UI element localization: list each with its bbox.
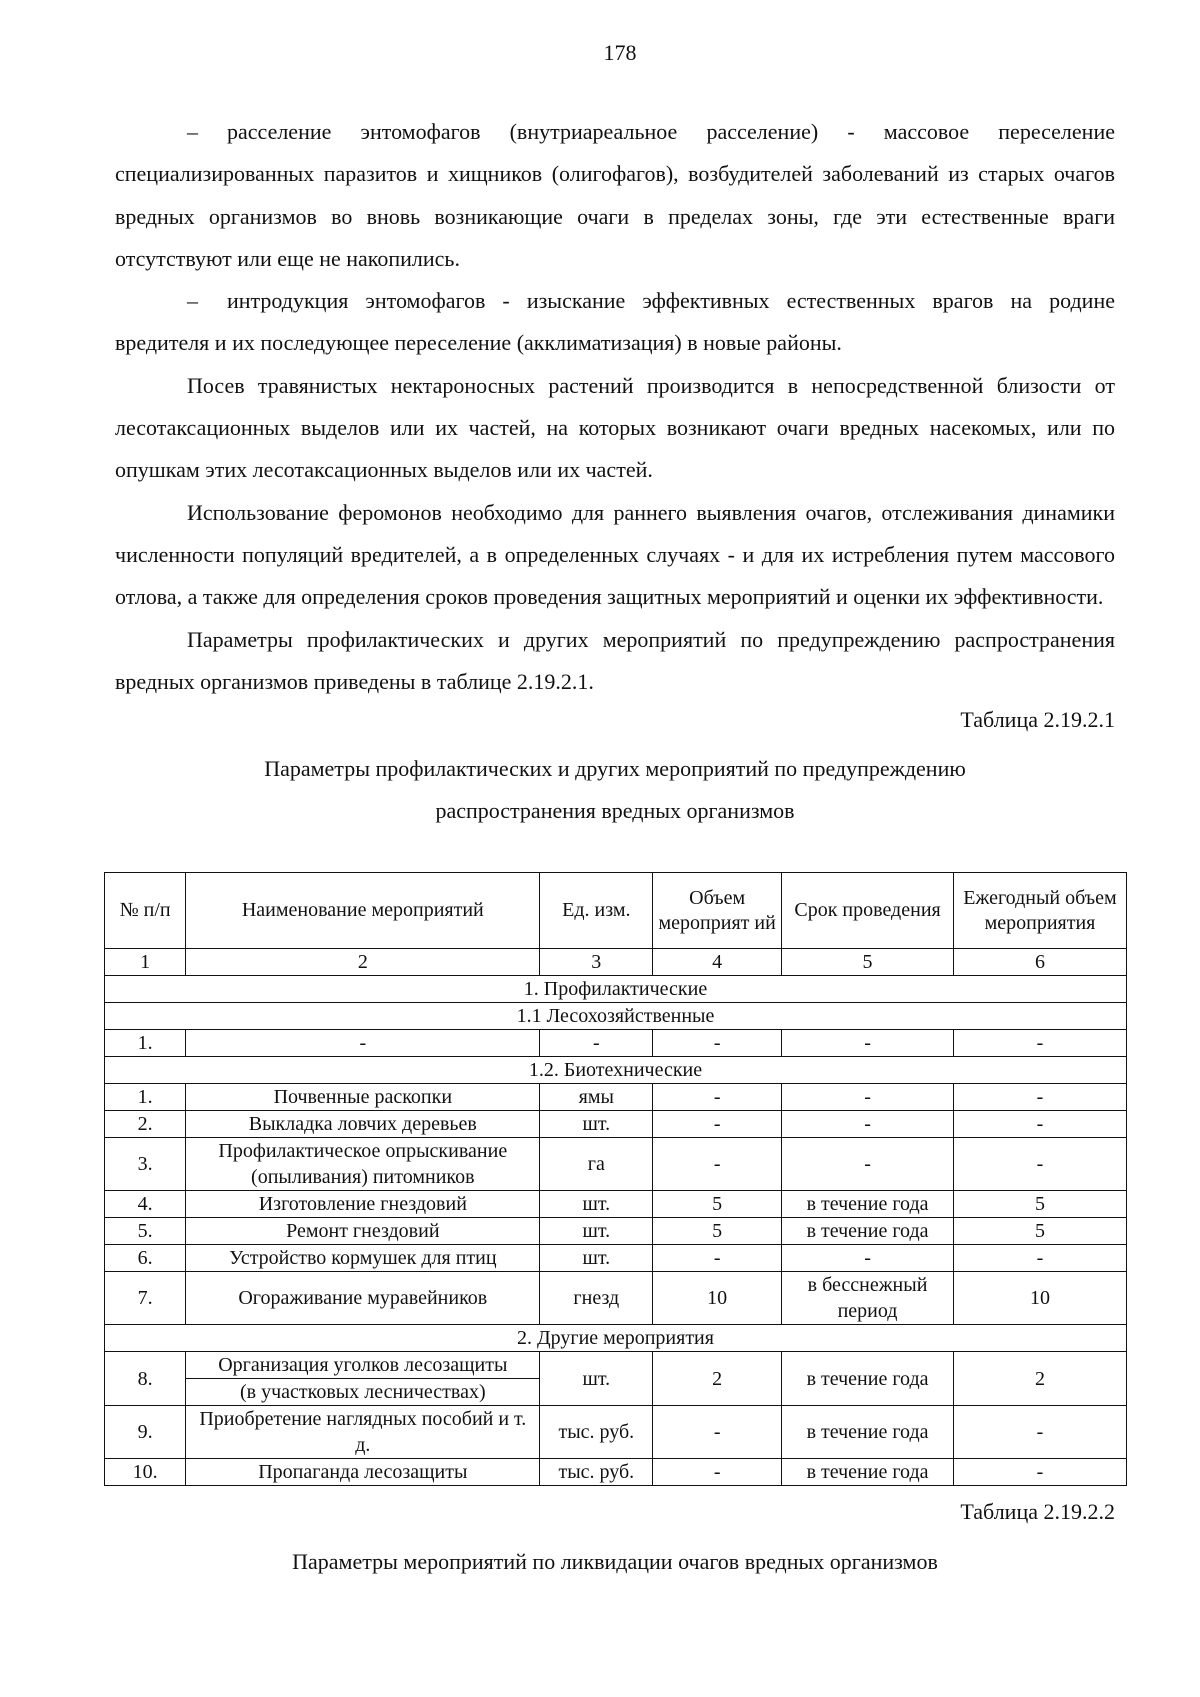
paragraph-dispersal	[115, 111, 1115, 280]
table-cell: 5	[653, 1191, 782, 1218]
table-row	[105, 1352, 1127, 1406]
table1-title-line2: распространения вредных организмов	[435, 798, 795, 823]
paragraph-text: расселение энтомофагов (внутриареальное расселение) - массовое переселение специализированных паразитов и хищников (олигофагов), возбудителей заболеваний из старых очагов вредных организмов во вновь возникающие очаги в пределах зоны, где эти естественные враги отсутствуют или еще не накопились.	[115, 119, 1115, 271]
table-cell: -	[653, 1245, 782, 1272]
table-cell: 4.	[105, 1191, 186, 1218]
table-cell: -	[953, 1030, 1126, 1057]
table-cell: -	[953, 1138, 1126, 1191]
table-cell: тыс. руб.	[540, 1459, 653, 1486]
table-cell: в течение года	[782, 1406, 954, 1459]
table-cell: -	[953, 1084, 1126, 1111]
table-cell: тыс. руб.	[540, 1406, 653, 1459]
table-cell: Почвенные раскопки	[186, 1084, 540, 1111]
table-cell: Устройство кормушек для птиц	[186, 1245, 540, 1272]
table-cell: 1	[105, 949, 186, 976]
table-cell: 10	[653, 1272, 782, 1325]
header-volume: Объем мероприят ий	[653, 873, 782, 949]
header-number: № п/п	[105, 873, 186, 949]
list-dash: –	[187, 288, 198, 314]
paragraph-table-reference: Параметры профилактических и других мероприятий по предупреждению распространения вредных организмов приведены в таблице 2.19.2.1.	[115, 626, 1115, 694]
table-cell: -	[782, 1111, 954, 1138]
table-header-row	[105, 873, 1127, 949]
row8-name-line2: (в участковых лесничествах)	[239, 1381, 486, 1403]
table-row	[105, 1138, 1127, 1191]
table-cell: -	[653, 1138, 782, 1191]
table2-label: Таблица 2.19.2.2	[960, 1499, 1115, 1524]
table-cell: 6	[953, 949, 1126, 976]
table-cell: -	[953, 1459, 1126, 1486]
list-dash: –	[187, 119, 198, 144]
table-cell: шт.	[540, 1352, 653, 1406]
table-cell: 7.	[105, 1272, 186, 1325]
table-cell: Пропаганда лесозащиты	[186, 1459, 540, 1486]
page-number: 178	[603, 40, 637, 65]
table-cell: в течение года	[782, 1218, 954, 1245]
table-cell: 5.	[105, 1218, 186, 1245]
table-cell: -	[653, 1406, 782, 1459]
table-cell: 4	[653, 949, 782, 976]
table-cell: 5	[953, 1191, 1126, 1218]
table-cell: 9.	[105, 1406, 186, 1459]
table-cell: -	[782, 1245, 954, 1272]
table-cell	[186, 1352, 540, 1406]
table-cell: шт.	[540, 1218, 653, 1245]
table-cell: -	[186, 1030, 540, 1057]
table-cell: -	[782, 1030, 954, 1057]
paragraph-pheromones: Использование феромонов необходимо для раннего выявления очагов, отслеживания динамики численности популяций вредителей, а в определенных случаях - и для их истребления путем массового отлова, а также для определения сроков проведения защитных мероприятий и оценки их эффективности.	[115, 499, 1115, 610]
table-cell: 2.	[105, 1111, 186, 1138]
table-cell: 3.	[105, 1138, 186, 1191]
paragraph-nectar-plants: Посев травянистых нектароносных растений производится в непосредственной близости от лесотаксационных выделов или их частей, на которых возникают очаги вредных насекомых, или по опушкам этих лесотаксационных выделов или их частей.	[115, 372, 1115, 483]
table-cell: Выкладка ловчих деревьев	[186, 1111, 540, 1138]
table-cell: -	[653, 1111, 782, 1138]
table-row	[105, 1245, 1127, 1272]
table-cell: 3	[540, 949, 653, 976]
table-cell: -	[653, 1030, 782, 1057]
table-cell: гнезд	[540, 1272, 653, 1325]
measures-table	[104, 872, 1127, 1486]
table-cell: -	[953, 1406, 1126, 1459]
table-cell: -	[953, 1111, 1126, 1138]
table-cell: 2	[953, 1352, 1126, 1406]
table-cell: 5	[653, 1218, 782, 1245]
table-cell: 2	[653, 1352, 782, 1406]
table-cell: -	[653, 1459, 782, 1486]
table-cell: шт.	[540, 1245, 653, 1272]
table-cell: -	[782, 1084, 954, 1111]
section-row	[105, 976, 1127, 1003]
table-row	[105, 1459, 1127, 1486]
section-heading-biotech: 1.2. Биотехнические	[105, 1057, 1127, 1084]
section-heading-other: 2. Другие мероприятия	[105, 1325, 1127, 1352]
table-cell: Профилактическое опрыскивание (опыливания) питомников	[186, 1138, 540, 1191]
table-row	[105, 1272, 1127, 1325]
header-unit: Ед. изм.	[540, 873, 653, 949]
row8-name-line1: Организация уголков лесозащиты	[186, 1352, 539, 1379]
section-row	[105, 1325, 1127, 1352]
table-row	[105, 1111, 1127, 1138]
table-cell: -	[953, 1245, 1126, 1272]
table-cell: -	[653, 1084, 782, 1111]
table-cell: 2	[186, 949, 540, 976]
table-cell: 10	[953, 1272, 1126, 1325]
body-text	[115, 111, 1115, 703]
table-cell: шт.	[540, 1191, 653, 1218]
table-cell: 1.	[105, 1084, 186, 1111]
header-annual: Ежегодный объем мероприятия	[953, 873, 1126, 949]
section-row	[105, 1003, 1127, 1030]
paragraph-introduction	[115, 280, 1115, 365]
table-cell: 6.	[105, 1245, 186, 1272]
section-heading-forestry: 1.1 Лесохозяйственные	[105, 1003, 1127, 1030]
table-cell: в бесснежный период	[782, 1272, 954, 1325]
table-cell: га	[540, 1138, 653, 1191]
header-name: Наименование мероприятий	[186, 873, 540, 949]
section-heading-preventive: 1. Профилактические	[105, 976, 1127, 1003]
table-cell: 5	[782, 949, 954, 976]
section-row	[105, 1057, 1127, 1084]
table-cell: Приобретение наглядных пособий и т. д.	[186, 1406, 540, 1459]
table-cell: 1.	[105, 1030, 186, 1057]
table-cell: 10.	[105, 1459, 186, 1486]
table-row	[105, 1084, 1127, 1111]
table-cell: 8.	[105, 1352, 186, 1406]
table-cell: Ремонт гнездовий	[186, 1218, 540, 1245]
column-number-row	[105, 949, 1127, 976]
table-cell: в течение года	[782, 1191, 954, 1218]
table-row	[105, 1218, 1127, 1245]
table2-title: Параметры мероприятий по ликвидации очагов вредных организмов	[292, 1549, 938, 1574]
table-row	[105, 1406, 1127, 1459]
table1-title-line1: Параметры профилактических и других мероприятий по предупреждению	[264, 756, 966, 781]
header-term: Срок проведения	[782, 873, 954, 949]
table1-label: Таблица 2.19.2.1	[960, 707, 1115, 732]
table-row	[105, 1191, 1127, 1218]
table-row	[105, 1030, 1127, 1057]
table-cell: Изготовление гнездовий	[186, 1191, 540, 1218]
table-cell: в течение года	[782, 1352, 954, 1406]
table-cell: -	[540, 1030, 653, 1057]
table-cell: -	[782, 1138, 954, 1191]
table-cell: шт.	[540, 1111, 653, 1138]
table-cell: 5	[953, 1218, 1126, 1245]
paragraph-text: интродукция энтомофагов - изыскание эффективных естественных врагов на родине вредителя и их последующее переселение (акклиматизация) в новые районы.	[115, 288, 1115, 356]
table-cell: ямы	[540, 1084, 653, 1111]
table-cell: в течение года	[782, 1459, 954, 1486]
table-cell: Огораживание муравейников	[186, 1272, 540, 1325]
